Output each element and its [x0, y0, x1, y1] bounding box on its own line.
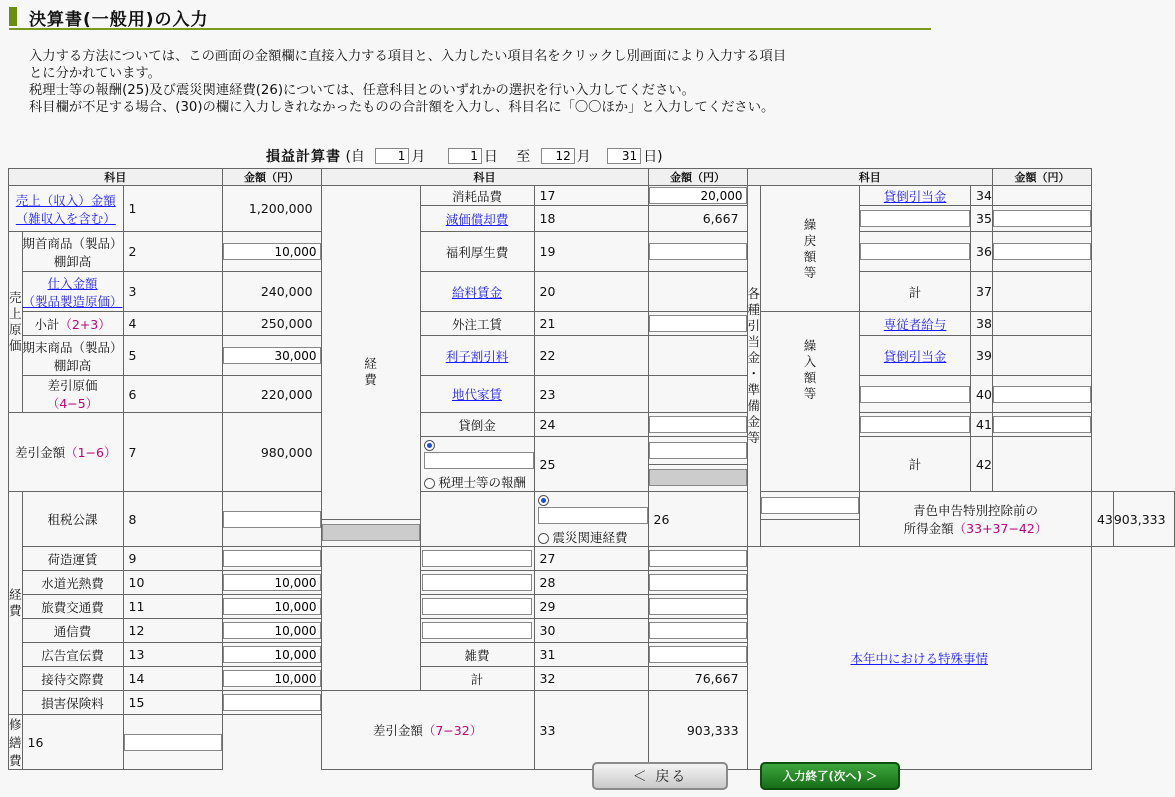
- reversal-amount-input-35[interactable]: [993, 210, 1091, 227]
- instruction-line: 科目欄が不足する場合、(30)の欄に入力しきれなかったものの合計額を入力し、科目名に「〇〇ほか」と入力してください。: [29, 100, 775, 115]
- cogs-group: 売 上 原 価: [9, 232, 23, 413]
- transfer-amount-input-40[interactable]: [993, 386, 1091, 403]
- expense-total-amount: 76,667: [648, 667, 747, 691]
- custom-item-name-27[interactable]: [422, 550, 532, 567]
- custom-item-amount-25[interactable]: [649, 442, 747, 459]
- row-number: 32: [534, 667, 648, 691]
- insurance-label: 損害保険料: [22, 691, 123, 715]
- pre-deduction-income-label: 青色申告特別控除前の 所得金額（33+37−42）: [860, 492, 1092, 547]
- page-title: 決算書(一般用)の入力: [29, 10, 209, 30]
- reversal-amount-cell: [992, 232, 1091, 272]
- row-number: 14: [123, 667, 222, 691]
- closing-inventory-label: 期末商品（製品） 棚卸高: [22, 336, 123, 376]
- next-button[interactable]: 入力終了(次へ) ＞: [760, 762, 900, 790]
- custom-item-amount-27[interactable]: [649, 550, 747, 567]
- custom-25-amount-cell: [648, 437, 747, 465]
- advertising-label: 広告宣伝費: [22, 643, 123, 667]
- bad-debt-input[interactable]: [649, 416, 747, 433]
- reversal-name-input-35[interactable]: [860, 210, 970, 227]
- bad-debt-label: 貸倒金: [420, 413, 534, 437]
- transfer-name-input-41[interactable]: [860, 416, 970, 433]
- row-number: 3: [123, 272, 222, 312]
- special-circumstances-cell: [747, 547, 1091, 770]
- family-employee-amount: [992, 312, 1091, 336]
- row-number: 8: [123, 492, 222, 547]
- depreciation-cell: [420, 206, 534, 232]
- row-number: 22: [534, 336, 648, 376]
- row-number: 12: [123, 619, 222, 643]
- tax-accountant-label: 税理士等の報酬: [438, 475, 527, 490]
- row-number: 5: [123, 336, 222, 376]
- rent-amount: [648, 376, 747, 413]
- row-number: 25: [534, 437, 648, 492]
- custom-name-cell: [420, 619, 534, 643]
- taxes-input[interactable]: [223, 511, 321, 528]
- row-number: 40: [971, 376, 993, 413]
- row-number: 30: [534, 619, 648, 643]
- subtotal-label: 小計（2+3）: [22, 312, 123, 336]
- row-number: 18: [534, 206, 648, 232]
- repairs-label: 修繕費: [9, 715, 23, 770]
- custom-item-name-25[interactable]: [424, 452, 534, 469]
- entertainment-label: 接待交際費: [22, 667, 123, 691]
- row-number: 31: [534, 643, 648, 667]
- reversal-amount-cell: [992, 206, 1091, 232]
- back-button[interactable]: ＜ 戻る: [592, 762, 728, 790]
- row-number: 27: [534, 547, 648, 571]
- row-number: 15: [123, 691, 222, 715]
- net-amount-label: 差引金額（7−32）: [321, 691, 534, 770]
- tax-accountant-amount-cell: [648, 464, 747, 492]
- custom-name-cell: [420, 547, 534, 571]
- welfare-input[interactable]: [649, 243, 747, 260]
- interest-link[interactable]: 利子割引料: [445, 348, 509, 364]
- insurance-cell: [222, 691, 321, 715]
- row-number: 34: [971, 186, 993, 206]
- reversal-name-cell: [860, 232, 971, 272]
- subtotal-amount: 250,000: [222, 312, 321, 336]
- row-number: 28: [534, 571, 648, 595]
- from-month-input[interactable]: [375, 148, 409, 164]
- row-number: 26: [648, 492, 747, 547]
- transfer-name-cell: [860, 376, 971, 413]
- rent-cell: [420, 376, 534, 413]
- row-number: 41: [971, 413, 993, 437]
- row-number: 20: [534, 272, 648, 312]
- row-number: 4: [123, 312, 222, 336]
- advertising-cell: [222, 643, 321, 667]
- gross-profit-label: 差引金額（1−6）: [9, 413, 124, 492]
- custom-item-radio-26[interactable]: [538, 495, 549, 506]
- right-item-header: 科目: [747, 169, 992, 186]
- period-row: [266, 146, 663, 168]
- family-cell: [860, 312, 971, 336]
- sales-link-sub[interactable]: （雑収入を含む）: [15, 210, 116, 226]
- custom-item-name-28[interactable]: [422, 574, 532, 591]
- supplies-label: 消耗品費: [420, 186, 534, 206]
- left-amount-header: 金額（円）: [222, 169, 321, 186]
- custom-item-name-26[interactable]: [538, 507, 648, 524]
- net-amount: 903,333: [648, 691, 747, 770]
- allowance-reversal-amount: [992, 186, 1091, 206]
- misc-label: 雑費: [420, 643, 534, 667]
- family-employee-link[interactable]: 専従者給与: [883, 316, 947, 332]
- freight-input[interactable]: [223, 550, 321, 567]
- tax-accountant-radio[interactable]: [424, 478, 435, 489]
- custom-name-cell: [420, 571, 534, 595]
- bad-debt-cell: [648, 413, 747, 437]
- outsourcing-input[interactable]: [649, 315, 747, 332]
- closing-inventory-input[interactable]: [223, 347, 321, 364]
- row-number: 17: [534, 186, 648, 206]
- day-close: 日): [643, 149, 663, 165]
- row-number: 38: [971, 312, 993, 336]
- allowance-cell: [860, 336, 971, 376]
- repairs-input[interactable]: [124, 734, 222, 751]
- row-number: 37: [971, 272, 993, 312]
- travel-label: 旅費交通費: [22, 595, 123, 619]
- reversal-name-cell: [860, 206, 971, 232]
- supplies-input[interactable]: [649, 187, 747, 204]
- tax-accountant-cell: [420, 437, 534, 492]
- row-number: 42: [971, 437, 993, 492]
- pre-deduction-income-amount: 903,333: [1113, 492, 1174, 547]
- custom-amount-cell: [648, 571, 747, 595]
- sales-amount: 1,200,000: [222, 186, 321, 232]
- purchases-amount: 240,000: [222, 272, 321, 312]
- row-number: 16: [22, 715, 123, 770]
- cogs-amount: 220,000: [222, 376, 321, 413]
- disaster-amount-cell: [321, 519, 420, 547]
- disaster-amount-input[interactable]: [322, 524, 420, 541]
- to-day-input[interactable]: [607, 148, 641, 164]
- opening-inventory-input[interactable]: [223, 243, 321, 260]
- reversal-name-input-36[interactable]: [860, 243, 970, 260]
- travel-input[interactable]: [223, 598, 321, 615]
- reversal-amount-input-36[interactable]: [993, 243, 1091, 260]
- sales-cell: [9, 186, 124, 232]
- welfare-cell: [648, 232, 747, 272]
- custom-item-name-29[interactable]: [422, 598, 532, 615]
- row-number: 1: [123, 186, 222, 232]
- freight-label: 荷造運賃: [22, 547, 123, 571]
- closing-inventory-cell: [222, 336, 321, 376]
- transfer-total-label: 計: [860, 437, 971, 492]
- transfer-name-input-40[interactable]: [860, 386, 970, 403]
- left-item-header: 科目: [9, 169, 223, 186]
- purchases-link-sub[interactable]: （製品製造原価）: [22, 293, 123, 309]
- salaries-amount: [648, 272, 747, 312]
- allowance-transfer-link[interactable]: 貸倒引当金: [883, 348, 947, 364]
- custom-item-amount-28[interactable]: [649, 574, 747, 591]
- freight-cell: [222, 547, 321, 571]
- special-circumstances-link[interactable]: 本年中における特殊事情: [850, 651, 988, 666]
- income-statement-table: [8, 168, 1175, 770]
- row-number: 35: [971, 206, 993, 232]
- entertainment-cell: [222, 667, 321, 691]
- custom-item-name-30[interactable]: [422, 622, 532, 639]
- reversal-total-amount: [992, 272, 1091, 312]
- taxes-cell: [222, 492, 321, 547]
- communication-input[interactable]: [223, 622, 321, 639]
- transfer-amount-cell: [992, 376, 1091, 413]
- purchases-link[interactable]: 仕入金額: [47, 275, 98, 291]
- welfare-label: 福利厚生費: [420, 232, 534, 272]
- transfer-amount-cell: [992, 413, 1091, 437]
- opening-inventory-label: 期首商品（製品） 棚卸高: [22, 232, 123, 272]
- interest-cell: [420, 336, 534, 376]
- month-unit: 月: [576, 149, 591, 165]
- statement-title: 損益計算書: [266, 149, 341, 165]
- transfer-group: 繰 入 額 等: [761, 312, 860, 492]
- reserves-group: 各 種 引 当 金 ・ 準 備 金 等: [747, 186, 761, 547]
- misc-cell: [648, 643, 747, 667]
- row-number: 36: [971, 232, 993, 272]
- row-number: 33: [534, 691, 648, 770]
- to-month-input[interactable]: [541, 148, 575, 164]
- salaries-cell: [420, 272, 534, 312]
- custom-item-radio-25[interactable]: [424, 440, 435, 451]
- custom-amount-cell: [648, 595, 747, 619]
- communication-cell: [222, 619, 321, 643]
- row-number: 9: [123, 547, 222, 571]
- row-number: 23: [534, 376, 648, 413]
- row-number: 21: [534, 312, 648, 336]
- disaster-radio[interactable]: [538, 533, 549, 544]
- taxes-label: 租税公課: [22, 492, 123, 547]
- outsourcing-label: 外注工賃: [420, 312, 534, 336]
- insurance-input[interactable]: [223, 694, 321, 711]
- sales-link[interactable]: 売上（収入）金額: [15, 192, 116, 208]
- header-accent-bar: [9, 7, 17, 26]
- disaster-cell: [534, 492, 648, 547]
- custom-item-amount-29[interactable]: [649, 598, 747, 615]
- custom-26-amount-cell: [761, 492, 860, 520]
- instruction-line: 税理士等の報酬(25)及び震災関連経費(26)については、任意科目とのいずれかの選択を行い入力してください。: [29, 83, 695, 98]
- expense-total-label: 計: [420, 667, 534, 691]
- transfer-name-cell: [860, 413, 971, 437]
- row-number: 7: [123, 413, 222, 492]
- page-header: [9, 4, 931, 30]
- opening-inventory-cell: [222, 232, 321, 272]
- row-number: 11: [123, 595, 222, 619]
- row-number: 43: [1091, 492, 1113, 547]
- custom-name-cell: [420, 595, 534, 619]
- depreciation-link[interactable]: 減価償却費: [445, 211, 509, 227]
- cogs-label: 差引原価（4−5）: [22, 376, 123, 413]
- disaster-label: 震災関連経費: [552, 530, 628, 545]
- utilities-label: 水道光熱費: [22, 571, 123, 595]
- month-unit: 月: [411, 149, 426, 165]
- tax-accountant-amount-input[interactable]: [649, 469, 747, 486]
- gross-profit-amount: 980,000: [222, 413, 321, 492]
- from-day-input[interactable]: [448, 148, 482, 164]
- rent-link[interactable]: 地代家賃: [452, 387, 503, 402]
- right-amount-header: 金額（円）: [992, 169, 1091, 186]
- transfer-total-amount: [992, 437, 1091, 492]
- allowance-cell: [860, 186, 971, 206]
- row-number: 10: [123, 571, 222, 595]
- row-number: 6: [123, 376, 222, 413]
- instructions: [29, 48, 949, 116]
- custom-item-amount-26[interactable]: [761, 497, 859, 514]
- day-unit: 日: [483, 149, 498, 165]
- entertainment-input[interactable]: [223, 670, 321, 687]
- salaries-link[interactable]: 給料賃金: [452, 284, 503, 300]
- middle-item-header: 科目: [321, 169, 648, 186]
- left-expense-group: 経 費: [9, 492, 23, 715]
- row-number: 2: [123, 232, 222, 272]
- depreciation-amount: 6,667: [648, 206, 747, 232]
- middle-amount-header: 金額（円）: [648, 169, 747, 186]
- repairs-cell: [123, 715, 222, 770]
- travel-cell: [222, 595, 321, 619]
- instruction-line: とに分かれています。: [29, 66, 161, 81]
- supplies-cell: [648, 186, 747, 206]
- row-number: 19: [534, 232, 648, 272]
- utilities-cell: [222, 571, 321, 595]
- advertising-input[interactable]: [223, 646, 321, 663]
- instruction-line: 入力する方法については、この画面の金額欄に直接入力する項目と、入力したい項目名をクリックし別画面により入力する項目: [29, 49, 787, 64]
- middle-expense-group: 経 費: [321, 186, 420, 520]
- allowance-transfer-amount: [992, 336, 1091, 376]
- from-label: (自: [345, 149, 365, 165]
- row-number: 24: [534, 413, 648, 437]
- communication-label: 通信費: [22, 619, 123, 643]
- purchases-cell: [22, 272, 123, 312]
- misc-input[interactable]: [649, 646, 747, 663]
- custom-amount-cell: [648, 547, 747, 571]
- to-label: 至: [516, 149, 531, 165]
- reversal-total-label: 計: [860, 272, 971, 312]
- interest-amount: [648, 336, 747, 376]
- utilities-input[interactable]: [223, 574, 321, 591]
- row-number: 39: [971, 336, 993, 376]
- reversal-group: 繰 戻 額 等: [761, 186, 860, 312]
- transfer-amount-input-41[interactable]: [993, 416, 1091, 433]
- outsourcing-cell: [648, 312, 747, 336]
- row-number: 13: [123, 643, 222, 667]
- custom-item-amount-30[interactable]: [649, 622, 747, 639]
- allowance-reversal-link[interactable]: 貸倒引当金: [883, 188, 947, 204]
- custom-amount-cell: [648, 619, 747, 643]
- row-number: 29: [534, 595, 648, 619]
